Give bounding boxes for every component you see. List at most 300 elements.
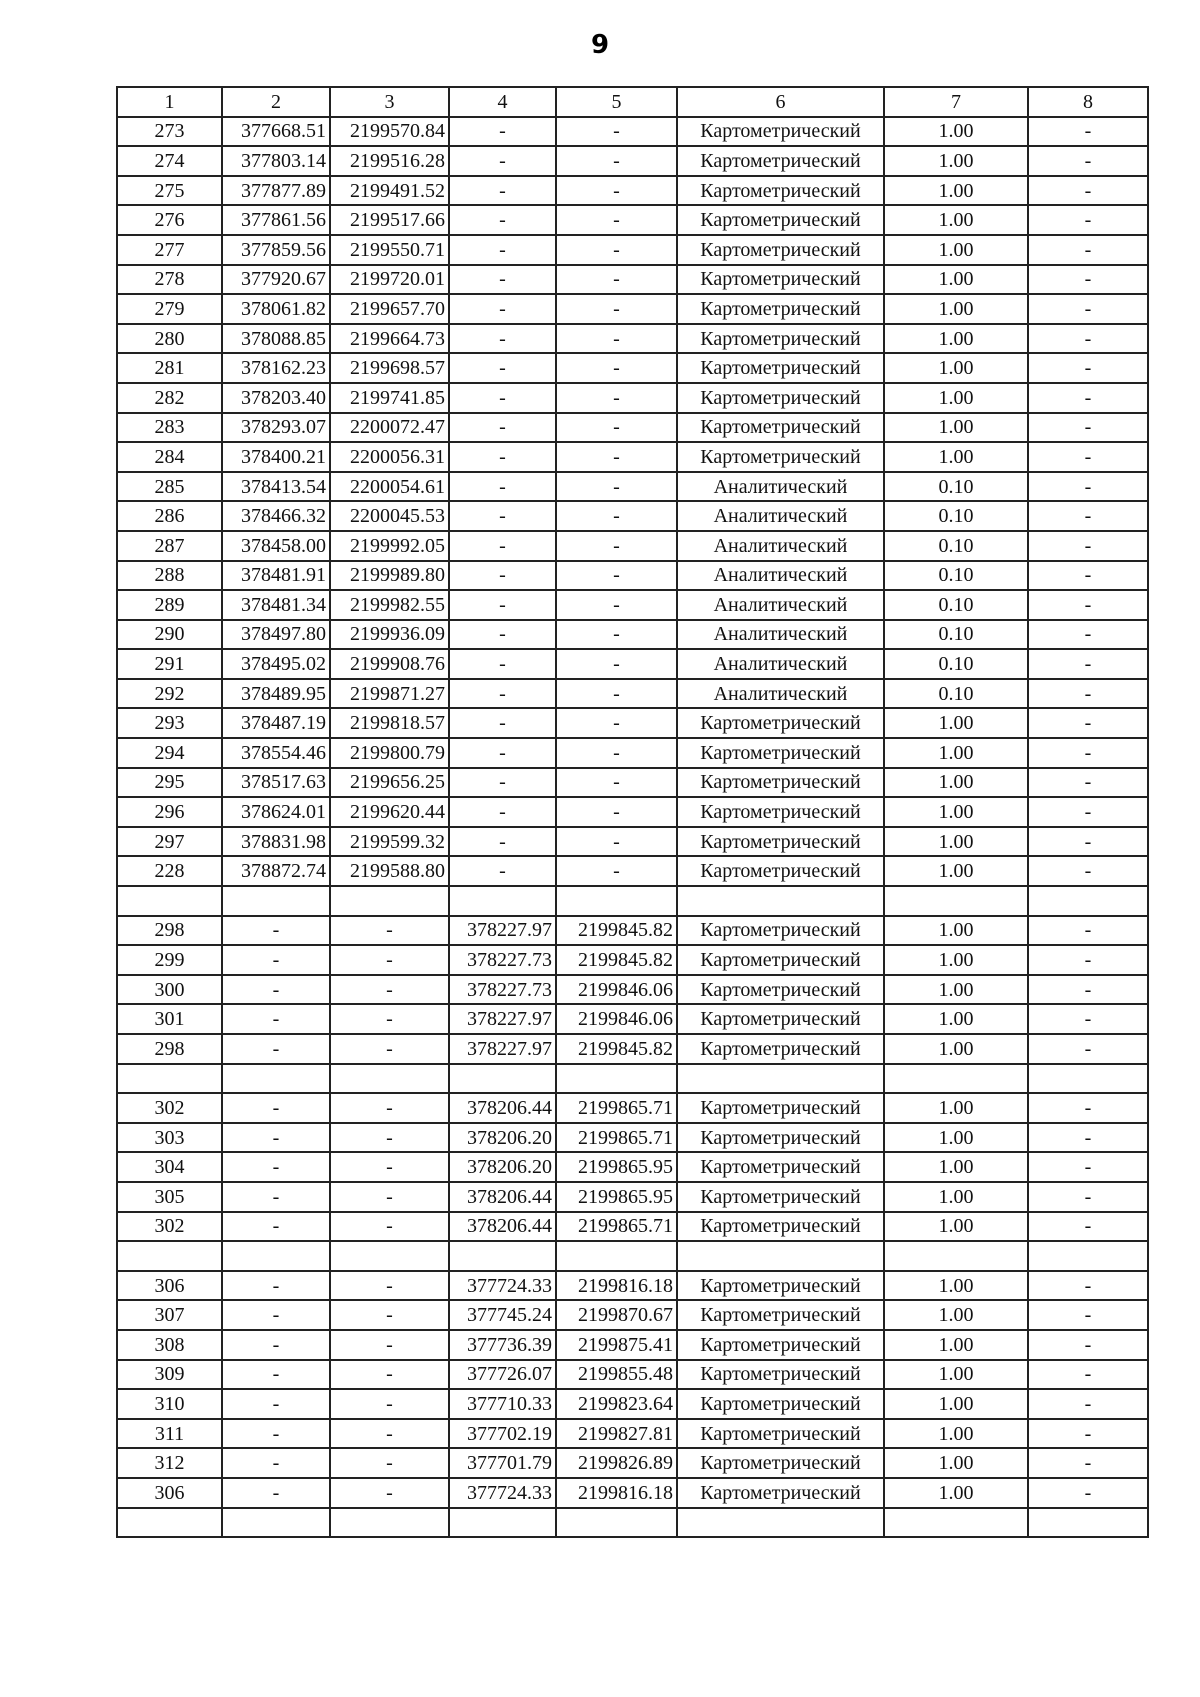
table-cell-col-5: 2199875.41: [556, 1330, 677, 1360]
table-cell-col-6: Картометрический: [677, 117, 884, 147]
table-cell-col-1: 228: [117, 856, 222, 886]
table-row: [117, 324, 1148, 354]
table-cell-col-6: Картометрический: [677, 413, 884, 443]
table-cell-col-3: 2200072.47: [330, 413, 449, 443]
table-cell-col-5: 2199865.95: [556, 1182, 677, 1212]
table-row: [117, 146, 1148, 176]
table-cell-col-6: Картометрический: [677, 1360, 884, 1390]
table-cell-col-3: 2199871.27: [330, 679, 449, 709]
table-cell-col-1: 311: [117, 1419, 222, 1449]
table-cell-col-4: -: [449, 768, 556, 798]
table-cell-col-3: 2199800.79: [330, 738, 449, 768]
table-cell-col-6: Картометрический: [677, 294, 884, 324]
table-cell-col-3: -: [330, 1300, 449, 1330]
table-cell-col-5: 2199865.71: [556, 1212, 677, 1242]
table-cell-col-1: 282: [117, 383, 222, 413]
table-cell-col-1: 302: [117, 1212, 222, 1242]
table-cell-col-1: 278: [117, 265, 222, 295]
table-cell-col-7: 1.00: [884, 117, 1028, 147]
table-cell-col-6: Картометрический: [677, 768, 884, 798]
table-cell-col-1: 299: [117, 945, 222, 975]
table-cell-col-8: -: [1028, 1212, 1148, 1242]
table-cell-col-6: Картометрический: [677, 856, 884, 886]
table-cell-col-8: -: [1028, 383, 1148, 413]
table-cell-col-8: -: [1028, 1330, 1148, 1360]
table-cell-col-3: 2200045.53: [330, 501, 449, 531]
table-cell-col-4: 378227.97: [449, 1004, 556, 1034]
table-row: [117, 1389, 1148, 1419]
table-cell-col-7: 1.00: [884, 827, 1028, 857]
table-cell-col-5: -: [556, 738, 677, 768]
table-cell-col-5: -: [556, 679, 677, 709]
table-cell-col-8: -: [1028, 146, 1148, 176]
table-cell-col-7: 1.00: [884, 442, 1028, 472]
table-cell-col-7: 1.00: [884, 768, 1028, 798]
table-cell-col-1: 277: [117, 235, 222, 265]
table-cell-col-4: 377724.33: [449, 1478, 556, 1508]
table-cell-col-8: -: [1028, 561, 1148, 591]
table-cell-col-8: -: [1028, 1360, 1148, 1390]
table-row: [117, 1152, 1148, 1182]
table-cell-col-1: 306: [117, 1271, 222, 1301]
table-cell-empty: [1028, 1508, 1148, 1538]
table-cell-col-5: 2199827.81: [556, 1419, 677, 1449]
table-cell-col-2: -: [222, 1300, 330, 1330]
table-cell-col-3: 2199550.71: [330, 235, 449, 265]
table-cell-col-1: 295: [117, 768, 222, 798]
table-separator-row: [117, 1241, 1148, 1271]
coordinates-table: [116, 86, 1149, 1538]
table-cell-col-5: -: [556, 146, 677, 176]
table-cell-col-2: -: [222, 975, 330, 1005]
table-cell-empty: [556, 1241, 677, 1271]
table-cell-col-5: -: [556, 353, 677, 383]
table-cell-col-2: 378872.74: [222, 856, 330, 886]
table-cell-col-7: 1.00: [884, 1271, 1028, 1301]
table-cell-col-3: 2199620.44: [330, 797, 449, 827]
table-cell-col-5: 2199845.82: [556, 916, 677, 946]
table-cell-col-7: 1.00: [884, 353, 1028, 383]
header-cell-5: 5: [556, 87, 677, 117]
table-cell-col-5: -: [556, 531, 677, 561]
header-cell-4: 4: [449, 87, 556, 117]
table-cell-col-7: 1.00: [884, 1093, 1028, 1123]
table-cell-col-2: 378831.98: [222, 827, 330, 857]
table-cell-col-2: -: [222, 1448, 330, 1478]
table-cell-col-5: -: [556, 294, 677, 324]
table-cell-col-3: -: [330, 1093, 449, 1123]
table-cell-col-8: -: [1028, 1123, 1148, 1153]
table-cell-col-5: -: [556, 205, 677, 235]
table-separator-row: [117, 1508, 1148, 1538]
table-cell-col-2: 378489.95: [222, 679, 330, 709]
table-cell-col-1: 284: [117, 442, 222, 472]
table-cell-col-8: -: [1028, 1152, 1148, 1182]
table-cell-empty: [677, 1508, 884, 1538]
table-cell-col-5: 2199823.64: [556, 1389, 677, 1419]
table-cell-col-1: 297: [117, 827, 222, 857]
table-cell-col-2: -: [222, 1330, 330, 1360]
table-separator-row: [117, 1064, 1148, 1094]
table-cell-col-1: 275: [117, 176, 222, 206]
table-cell-col-5: -: [556, 768, 677, 798]
table-cell-col-6: Картометрический: [677, 1389, 884, 1419]
table-cell-col-3: 2199989.80: [330, 561, 449, 591]
table-cell-col-6: Картометрический: [677, 945, 884, 975]
table-cell-col-3: -: [330, 1271, 449, 1301]
table-cell-col-3: -: [330, 1034, 449, 1064]
table-cell-col-4: -: [449, 856, 556, 886]
table-cell-col-6: Картометрический: [677, 205, 884, 235]
table-cell-col-4: 378206.44: [449, 1093, 556, 1123]
table-cell-col-7: 1.00: [884, 1389, 1028, 1419]
table-cell-col-5: -: [556, 620, 677, 650]
table-cell-col-8: -: [1028, 679, 1148, 709]
table-row: [117, 679, 1148, 709]
table-cell-col-1: 305: [117, 1182, 222, 1212]
table-cell-col-7: 1.00: [884, 1004, 1028, 1034]
table-cell-col-5: -: [556, 827, 677, 857]
table-cell-col-6: Картометрический: [677, 1182, 884, 1212]
table-cell-col-8: -: [1028, 235, 1148, 265]
table-cell-empty: [117, 886, 222, 916]
table-cell-col-3: -: [330, 945, 449, 975]
table-row: [117, 975, 1148, 1005]
table-cell-col-2: -: [222, 1093, 330, 1123]
table-cell-col-8: -: [1028, 501, 1148, 531]
table-cell-col-4: 377745.24: [449, 1300, 556, 1330]
table-cell-col-2: 377668.51: [222, 117, 330, 147]
table-cell-col-1: 288: [117, 561, 222, 591]
table-cell-col-8: -: [1028, 975, 1148, 1005]
table-cell-col-1: 283: [117, 413, 222, 443]
table-cell-col-1: 285: [117, 472, 222, 502]
table-cell-col-1: 291: [117, 649, 222, 679]
table-cell-col-1: 290: [117, 620, 222, 650]
table-cell-col-4: 377726.07: [449, 1360, 556, 1390]
table-cell-col-4: -: [449, 383, 556, 413]
table-cell-col-1: 303: [117, 1123, 222, 1153]
table-cell-col-1: 281: [117, 353, 222, 383]
table-row: [117, 768, 1148, 798]
table-cell-col-3: -: [330, 1448, 449, 1478]
table-cell-col-2: 378413.54: [222, 472, 330, 502]
table-cell-col-2: 377803.14: [222, 146, 330, 176]
table-cell-col-8: -: [1028, 827, 1148, 857]
table-cell-col-4: 378206.44: [449, 1212, 556, 1242]
table-cell-col-4: -: [449, 176, 556, 206]
table-cell-col-5: -: [556, 561, 677, 591]
table-cell-empty: [556, 1508, 677, 1538]
table-cell-col-4: -: [449, 738, 556, 768]
table-cell-col-1: 274: [117, 146, 222, 176]
table-cell-col-4: -: [449, 649, 556, 679]
table-row: [117, 1330, 1148, 1360]
table-cell-empty: [449, 886, 556, 916]
table-cell-col-7: 1.00: [884, 176, 1028, 206]
table-cell-col-7: 1.00: [884, 738, 1028, 768]
table-cell-col-8: -: [1028, 1182, 1148, 1212]
table-cell-col-1: 300: [117, 975, 222, 1005]
table-cell-empty: [1028, 886, 1148, 916]
table-cell-col-6: Аналитический: [677, 649, 884, 679]
table-cell-empty: [556, 886, 677, 916]
table-cell-empty: [449, 1508, 556, 1538]
table-cell-col-4: 378206.20: [449, 1123, 556, 1153]
table-cell-col-4: -: [449, 531, 556, 561]
table-cell-col-8: -: [1028, 768, 1148, 798]
table-cell-col-7: 1.00: [884, 945, 1028, 975]
table-cell-col-3: -: [330, 1152, 449, 1182]
table-cell-col-7: 1.00: [884, 916, 1028, 946]
table-cell-empty: [884, 1064, 1028, 1094]
table-cell-col-4: 377702.19: [449, 1419, 556, 1449]
table-cell-empty: [884, 1508, 1028, 1538]
table-cell-col-2: 378088.85: [222, 324, 330, 354]
table-cell-col-1: 279: [117, 294, 222, 324]
table-cell-empty: [222, 1064, 330, 1094]
table-cell-empty: [330, 1508, 449, 1538]
table-cell-col-1: 306: [117, 1478, 222, 1508]
table-cell-col-8: -: [1028, 1448, 1148, 1478]
table-cell-col-4: 378206.20: [449, 1152, 556, 1182]
table-cell-col-6: Аналитический: [677, 472, 884, 502]
table-row: [117, 413, 1148, 443]
table-row: [117, 649, 1148, 679]
table-cell-col-7: 1.00: [884, 856, 1028, 886]
table-cell-col-3: -: [330, 1330, 449, 1360]
table-cell-col-4: 377701.79: [449, 1448, 556, 1478]
table-cell-col-7: 1.00: [884, 235, 1028, 265]
table-cell-col-5: -: [556, 590, 677, 620]
table-row: [117, 708, 1148, 738]
table-cell-col-8: -: [1028, 117, 1148, 147]
table-cell-col-5: 2199826.89: [556, 1448, 677, 1478]
table-cell-col-1: 302: [117, 1093, 222, 1123]
table-row: [117, 1478, 1148, 1508]
table-cell-col-5: -: [556, 856, 677, 886]
table-row: [117, 205, 1148, 235]
table-row: [117, 797, 1148, 827]
table-cell-col-7: 1.00: [884, 1330, 1028, 1360]
table-cell-col-6: Картометрический: [677, 916, 884, 946]
table-cell-empty: [222, 1508, 330, 1538]
table-cell-col-4: 378206.44: [449, 1182, 556, 1212]
table-cell-col-8: -: [1028, 1004, 1148, 1034]
table-cell-col-6: Картометрический: [677, 1448, 884, 1478]
table-cell-col-8: -: [1028, 1271, 1148, 1301]
table-cell-col-3: 2199664.73: [330, 324, 449, 354]
table-cell-col-7: 1.00: [884, 413, 1028, 443]
table-row: [117, 442, 1148, 472]
table-cell-col-6: Картометрический: [677, 738, 884, 768]
table-cell-col-6: Картометрический: [677, 353, 884, 383]
table-cell-col-3: 2199657.70: [330, 294, 449, 324]
table-cell-col-7: 1.00: [884, 146, 1028, 176]
table-cell-col-2: -: [222, 1034, 330, 1064]
table-cell-col-2: 378487.19: [222, 708, 330, 738]
table-cell-col-7: 1.00: [884, 708, 1028, 738]
table-cell-col-3: -: [330, 1389, 449, 1419]
table-cell-col-7: 1.00: [884, 294, 1028, 324]
table-cell-col-7: 1.00: [884, 1360, 1028, 1390]
header-cell-1: 1: [117, 87, 222, 117]
table-cell-col-6: Картометрический: [677, 827, 884, 857]
table-cell-col-4: 377736.39: [449, 1330, 556, 1360]
table-cell-col-5: 2199845.82: [556, 945, 677, 975]
table-row: [117, 265, 1148, 295]
table-cell-col-4: 378227.97: [449, 916, 556, 946]
table-cell-col-8: -: [1028, 413, 1148, 443]
table-cell-col-6: Картометрический: [677, 1300, 884, 1330]
table-cell-col-3: 2199992.05: [330, 531, 449, 561]
table-cell-col-4: -: [449, 235, 556, 265]
table-cell-col-3: -: [330, 1182, 449, 1212]
table-cell-col-4: -: [449, 561, 556, 591]
table-separator-row: [117, 886, 1148, 916]
table-cell-col-7: 1.00: [884, 265, 1028, 295]
table-cell-col-6: Картометрический: [677, 1093, 884, 1123]
table-cell-col-3: 2200054.61: [330, 472, 449, 502]
table-cell-col-4: -: [449, 413, 556, 443]
table-cell-col-4: -: [449, 590, 556, 620]
table-cell-empty: [884, 1241, 1028, 1271]
table-cell-col-8: -: [1028, 856, 1148, 886]
table-cell-col-1: 287: [117, 531, 222, 561]
header-cell-6: 6: [677, 87, 884, 117]
table-cell-col-3: 2199936.09: [330, 620, 449, 650]
table-cell-col-3: 2199698.57: [330, 353, 449, 383]
table-cell-col-6: Картометрический: [677, 1419, 884, 1449]
table-cell-col-2: -: [222, 1004, 330, 1034]
table-row: [117, 1123, 1148, 1153]
table-cell-col-4: -: [449, 442, 556, 472]
table-cell-col-8: -: [1028, 531, 1148, 561]
table-cell-col-6: Аналитический: [677, 561, 884, 591]
table-cell-col-4: -: [449, 501, 556, 531]
table-cell-col-3: -: [330, 916, 449, 946]
table-cell-col-6: Аналитический: [677, 679, 884, 709]
table-cell-empty: [556, 1064, 677, 1094]
table-cell-col-2: 377861.56: [222, 205, 330, 235]
table-row: [117, 561, 1148, 591]
table-cell-col-1: 293: [117, 708, 222, 738]
table-cell-col-2: 378293.07: [222, 413, 330, 443]
table-body: [117, 117, 1148, 1538]
table-cell-col-7: 1.00: [884, 1123, 1028, 1153]
table-cell-col-1: 294: [117, 738, 222, 768]
table-cell-col-8: -: [1028, 324, 1148, 354]
table-cell-col-8: -: [1028, 797, 1148, 827]
table-cell-col-6: Картометрический: [677, 1478, 884, 1508]
table-cell-col-8: -: [1028, 620, 1148, 650]
table-row: [117, 827, 1148, 857]
table-cell-col-7: 0.10: [884, 501, 1028, 531]
table-cell-col-2: 377859.56: [222, 235, 330, 265]
table-cell-empty: [330, 1064, 449, 1094]
table-cell-col-8: -: [1028, 353, 1148, 383]
table-cell-col-5: 2199816.18: [556, 1478, 677, 1508]
table-cell-col-6: Аналитический: [677, 590, 884, 620]
table-cell-col-6: Картометрический: [677, 1330, 884, 1360]
table-cell-col-2: 377877.89: [222, 176, 330, 206]
table-cell-col-2: 378400.21: [222, 442, 330, 472]
table-cell-empty: [677, 1064, 884, 1094]
table-cell-col-6: Картометрический: [677, 1034, 884, 1064]
table-cell-col-2: 378554.46: [222, 738, 330, 768]
table-row: [117, 531, 1148, 561]
table-cell-col-6: Картометрический: [677, 265, 884, 295]
table-cell-col-5: -: [556, 442, 677, 472]
table-cell-col-2: -: [222, 945, 330, 975]
table-cell-col-5: -: [556, 117, 677, 147]
table-cell-col-5: 2199845.82: [556, 1034, 677, 1064]
table-cell-col-1: 308: [117, 1330, 222, 1360]
table-cell-col-4: -: [449, 324, 556, 354]
table-cell-col-2: 378481.34: [222, 590, 330, 620]
table-cell-col-8: -: [1028, 265, 1148, 295]
table-cell-col-3: -: [330, 975, 449, 1005]
table-cell-col-6: Картометрический: [677, 708, 884, 738]
table-cell-col-8: -: [1028, 294, 1148, 324]
table-cell-col-4: -: [449, 353, 556, 383]
table-cell-col-5: 2199865.71: [556, 1123, 677, 1153]
table-cell-col-5: -: [556, 797, 677, 827]
table-cell-col-3: -: [330, 1212, 449, 1242]
table-cell-col-6: Картометрический: [677, 442, 884, 472]
page-number: 9: [590, 30, 610, 60]
table-cell-col-4: 378227.97: [449, 1034, 556, 1064]
table-cell-col-6: Картометрический: [677, 1271, 884, 1301]
table-row: [117, 1271, 1148, 1301]
table-cell-col-4: -: [449, 827, 556, 857]
header-cell-8: 8: [1028, 87, 1148, 117]
table-cell-col-6: Картометрический: [677, 1004, 884, 1034]
table-cell-col-3: 2199516.28: [330, 146, 449, 176]
table-cell-col-7: 1.00: [884, 1212, 1028, 1242]
table-cell-col-3: 2199741.85: [330, 383, 449, 413]
table-cell-empty: [1028, 1241, 1148, 1271]
table-cell-col-2: -: [222, 1182, 330, 1212]
table-cell-col-2: -: [222, 1389, 330, 1419]
table-cell-col-2: 378162.23: [222, 353, 330, 383]
table-row: [117, 1419, 1148, 1449]
table-row: [117, 590, 1148, 620]
table-row: [117, 1212, 1148, 1242]
table-cell-col-6: Картометрический: [677, 146, 884, 176]
table-cell-col-6: Картометрический: [677, 1123, 884, 1153]
table-cell-empty: [449, 1064, 556, 1094]
table-cell-col-7: 1.00: [884, 383, 1028, 413]
table-cell-col-6: Аналитический: [677, 501, 884, 531]
table-cell-col-1: 304: [117, 1152, 222, 1182]
table-cell-empty: [677, 886, 884, 916]
table-cell-col-4: -: [449, 472, 556, 502]
table-row: [117, 176, 1148, 206]
table-cell-col-2: 378466.32: [222, 501, 330, 531]
table-cell-col-7: 1.00: [884, 1034, 1028, 1064]
table-cell-col-3: 2199818.57: [330, 708, 449, 738]
table-cell-col-7: 0.10: [884, 679, 1028, 709]
table-cell-col-8: -: [1028, 708, 1148, 738]
table-cell-col-8: -: [1028, 472, 1148, 502]
table-cell-col-4: 378227.73: [449, 975, 556, 1005]
table-cell-col-2: -: [222, 1360, 330, 1390]
table-cell-col-8: -: [1028, 1419, 1148, 1449]
table-cell-col-3: -: [330, 1004, 449, 1034]
table-row: [117, 1182, 1148, 1212]
table-cell-col-1: 307: [117, 1300, 222, 1330]
